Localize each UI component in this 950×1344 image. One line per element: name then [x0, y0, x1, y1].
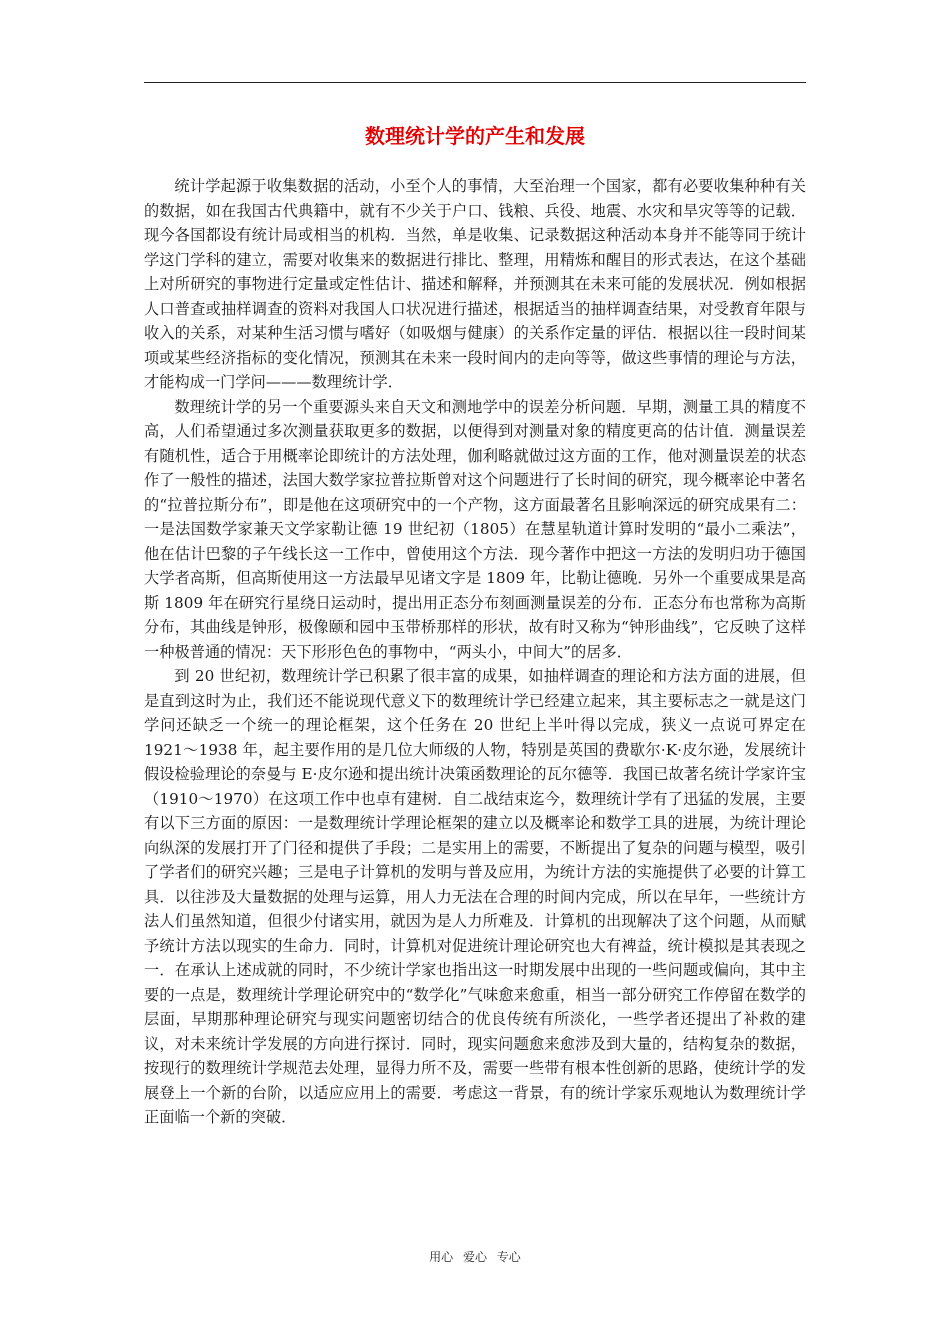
paragraph: 到 20 世纪初，数理统计学已积累了很丰富的成果，如抽样调查的理论和方法方面的进展，但是直到这时为止，我们还不能说现代意义下的数理统计学已经建立起来，其主要标志之一就是这门学问还缺乏一个统一的理论框架，这个任务在 20 世纪上半叶得以完成，狭义一点说可界定在 1921～1938 年，起主要作用的是几位大师级的人物，特别是英国的费歇尔·K·皮尔逊，发展统计假设检验理论的奈曼与 E·皮尔逊和提出统计决策函数理论的瓦尔德等．我国已故著名统计学家许宝（1910～1970）在这项工作中也卓有建树．自二战结束迄今，数理统计学有了迅猛的发展，主要有以下三方面的原因：一是数理统计学理论框架的建立以及概率论和数学工具的进展，为统计理论向纵深的发展打开了门径和提供了手段；二是实用上的需要，不断提出了复杂的问题与模型，吸引了学者们的研究兴趣；三是电子计算机的发明与普及应用，为统计方法的实施提供了必要的计算工具．以往涉及大量数据的处理与运算，用人力无法在合理的时间内完成，所以在早年，一些统计方法人们虽然知道，但很少付诸实用，就因为是人力所难及．计算机的出现解决了这个问题，从而赋予统计方法以现实的生命力．同时，计算机对促进统计理论研究也大有裨益，统计模拟是其表现之一．在承认上述成就的同时，不少统计学家也指出这一时期发展中出现的一些问题或偏向，其中主要的一点是，数理统计学理论研究中的“数学化”气味愈来愈重，相当一部分研究工作停留在数学的层面，早期那种理论研究与现实问题密切结合的优良传统有所淡化，一些学者还提出了补救的建议，对未来统计学发展的方向进行探讨．同时，现实问题愈来愈涉及到大量的，结构复杂的数据，按现行的数理统计学规范去处理，显得力所不及，需要一些带有根本性创新的思路，使统计学的发展登上一个新的台阶，以适应应用上的需要．考虑这一背景，有的统计学家乐观地认为数理统计学正面临一个新的突破． — [144, 667, 806, 1126]
document-title: 数理统计学的产生和发展 — [365, 124, 585, 148]
page-footer: 用心 爱心 专心 — [429, 1250, 521, 1264]
header-rule — [144, 82, 806, 83]
document-body — [144, 174, 806, 1130]
paragraph: 统计学起源于收集数据的活动，小至个人的事情，大至治理一个国家，都有必要收集种种有关的数据，如在我国古代典籍中，就有不少关于户口、钱粮、兵役、地震、水灾和旱灾等等的记载．现今各国都设有统计局或相当的机构．当然，单是收集、记录数据这种活动本身并不能等同于统计学这门学科的建立，需要对收集来的数据进行排比、整理，用精炼和醒目的形式表达，在这个基础上对所研究的事物进行定量或定性估计、描述和解释，并预测其在未来可能的发展状况．例如根据人口普查或抽样调查的资料对我国人口状况进行描述，根据适当的抽样调查结果，对受教育年限与收入的关系，对某种生活习惯与嗜好（如吸烟与健康）的关系作定量的评估．根据以往一段时间某项或某些经济指标的变化情况，预测其在未来一段时间内的走向等等，做这些事情的理论与方法，才能构成一门学问———数理统计学． — [144, 177, 806, 391]
paragraph: 数理统计学的另一个重要源头来自天文和测地学中的误差分析问题．早期，测量工具的精度不高，人们希望通过多次测量获取更多的数据，以便得到对测量对象的精度更高的估计值．测量误差有随机性，适合于用概率论即统计的方法处理，伽利略就做过这方面的工作，他对测量误差的状态作了一般性的描述，法国大数学家拉普拉斯曾对这个问题进行了长时间的研究，现今概率论中著名的“拉普拉斯分布”，即是他在这项研究中的一个产物，这方面最著名且影响深远的研究成果有二：一是法国数学家兼天文学家勒让德 19 世纪初（1805）在慧星轨道计算时发明的“最小二乘法”，他在估计巴黎的子午线长这一工作中，曾使用这个方法．现今著作中把这一方法的发明归功于德国大学者高斯，但高斯使用这一方法最早见诸文字是 1809 年，比勒让德晚．另外一个重要成果是高斯 1809 年在研究行星绕日运动时，提出用正态分布刻画测量误差的分布．正态分布也常称为高斯分布，其曲线是钟形，极像颐和园中玉带桥那样的形状，故有时又称为“钟形曲线”，它反映了这样一种极普通的情况：天下形形色色的事物中，“两头小，中间大”的居多． — [144, 397, 806, 661]
